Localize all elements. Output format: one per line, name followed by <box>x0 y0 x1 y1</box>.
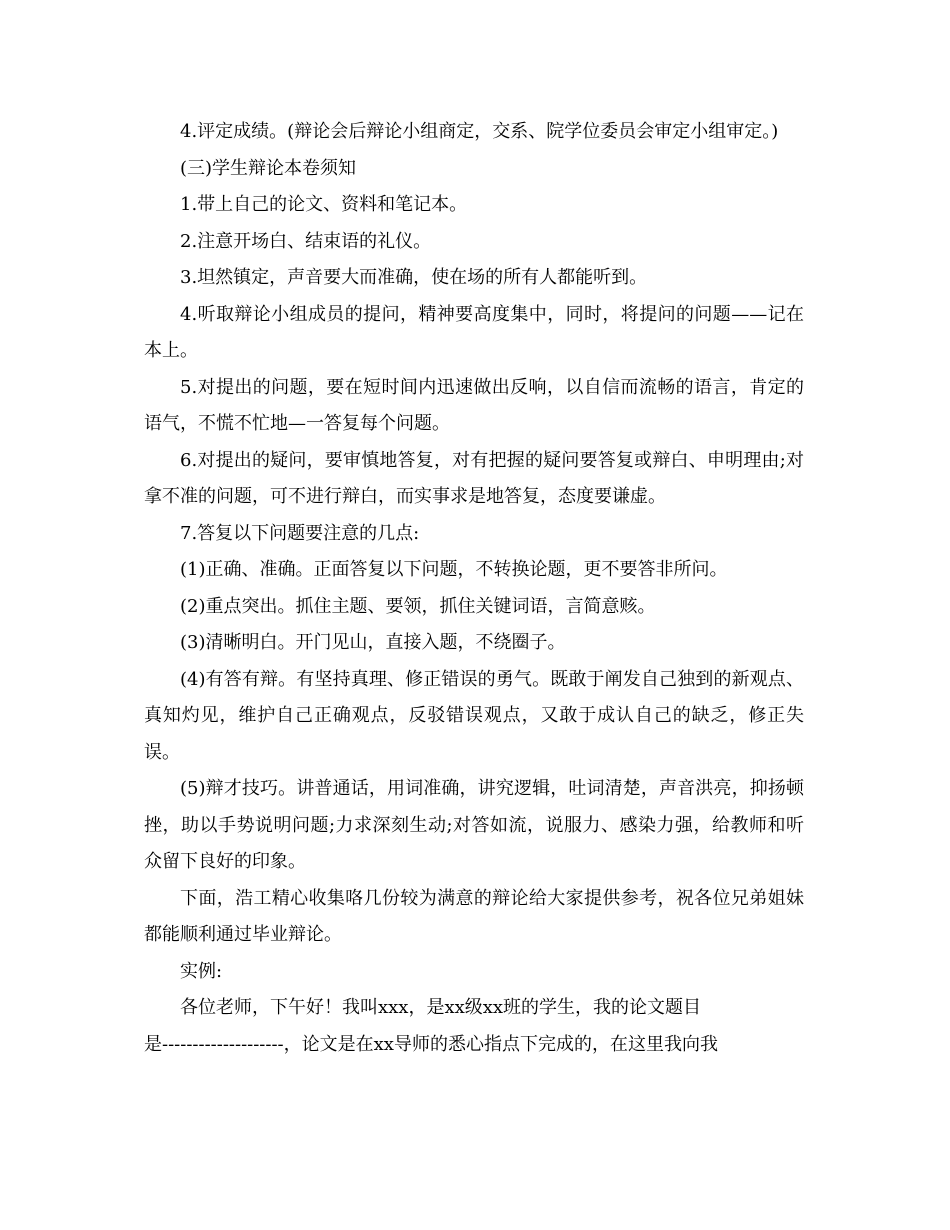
list-item-4: 4.听取辩论小组成员的提问，精神要高度集中，同时，将提问的问题——记在本上。 <box>144 303 804 361</box>
list-item-7: 7.答复以下问题要注意的几点: <box>180 522 420 544</box>
paragraph-example-continuation: 是--------------------，论文是在xx导师的悉心指点下完成的，在这里我向我 <box>144 1033 718 1055</box>
paragraph-example-greeting: 各位老师，下午好！我叫xxx，是xx级xx班的学生，我的论文题目 <box>180 997 702 1018</box>
section-heading-notes: (三)学生辩论本卷须知 <box>180 157 357 179</box>
list-item-1: 1.带上自己的论文、资料和笔记本。 <box>180 194 468 215</box>
paragraph-intro-examples: 下面，浩工精心收集咯几份较为满意的辩论给大家提供参考，祝各位兄弟姐妹都能顺利通过毕业辩论。 <box>144 887 804 945</box>
sub-item-4: (4)有答有辩。有坚持真理、修正错误的勇气。既敢于阐发自己独到的新观点、真知灼见，维护自己正确观点，反驳错误观点，又敢于成认自己的缺乏，修正失误。 <box>144 668 804 763</box>
sub-item-3: (3)清晰明白。开门见山，直接入题，不绕圈子。 <box>180 632 566 653</box>
sub-item-1: (1)正确、准确。正面答复以下问题，不转换论题，更不要答非所问。 <box>180 559 728 580</box>
document-body <box>144 114 804 1063</box>
list-item-3: 3.坦然镇定，声音要大而准确，使在场的所有人都能听到。 <box>180 267 648 288</box>
paragraph-example-label: 实例: <box>180 960 223 982</box>
list-item-5: 5.对提出的问题，要在短时间内迅速做出反响，以自信而流畅的语言，肯定的语气，不慌不忙地—一答复每个问题。 <box>144 376 804 434</box>
sub-item-5: (5)辩才技巧。讲普通话，用词准确，讲究逻辑，吐词清楚，声音洪亮，抑扬顿挫，助以手势说明问题;力求深刻生动;对答如流，说服力、感染力强，给教师和听众留下良好的印象。 <box>144 778 804 872</box>
paragraph-evaluate-grades: 4.评定成绩。(辩论会后辩论小组商定，交系、院学位委员会审定小组审定。) <box>180 121 779 142</box>
list-item-6: 6.对提出的疑问，要审慎地答复，对有把握的疑问要答复或辩白、申明理由;对拿不准的问题，可不进行辩白，而实事求是地答复，态度要谦虚。 <box>144 449 804 507</box>
list-item-2: 2.注意开场白、结束语的礼仪。 <box>180 230 432 252</box>
sub-item-2: (2)重点突出。抓住主题、要领，抓住关键词语，言简意赅。 <box>180 595 656 617</box>
